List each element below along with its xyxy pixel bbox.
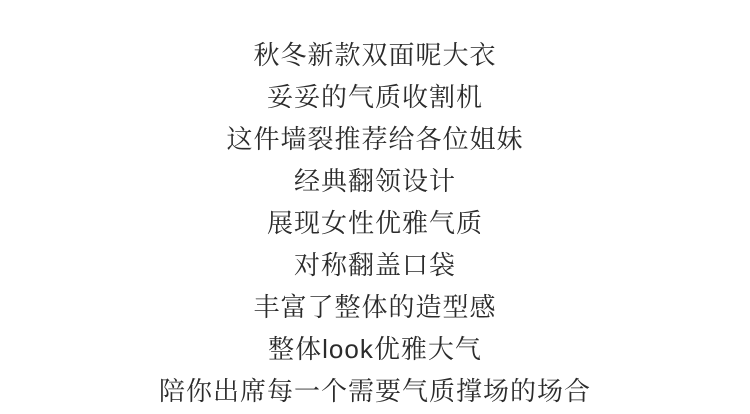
- text-line-8: 整体look优雅大气: [268, 334, 482, 364]
- text-line-6: 对称翻盖口袋: [293, 250, 456, 280]
- text-line-1: 秋冬新款双面呢大衣: [253, 40, 497, 70]
- text-line-9: 陪你出席每一个需要气质撑场的场合: [158, 376, 591, 406]
- text-line-4: 经典翻领设计: [293, 166, 456, 196]
- text-line-7: 丰富了整体的造型感: [253, 292, 497, 322]
- text-line-3: 这件墙裂推荐给各位姐妹: [226, 124, 524, 154]
- text-line-2: 妥妥的气质收割机: [266, 82, 483, 112]
- text-line-5: 展现女性优雅气质: [266, 208, 483, 238]
- promo-text-block: [0, 34, 750, 412]
